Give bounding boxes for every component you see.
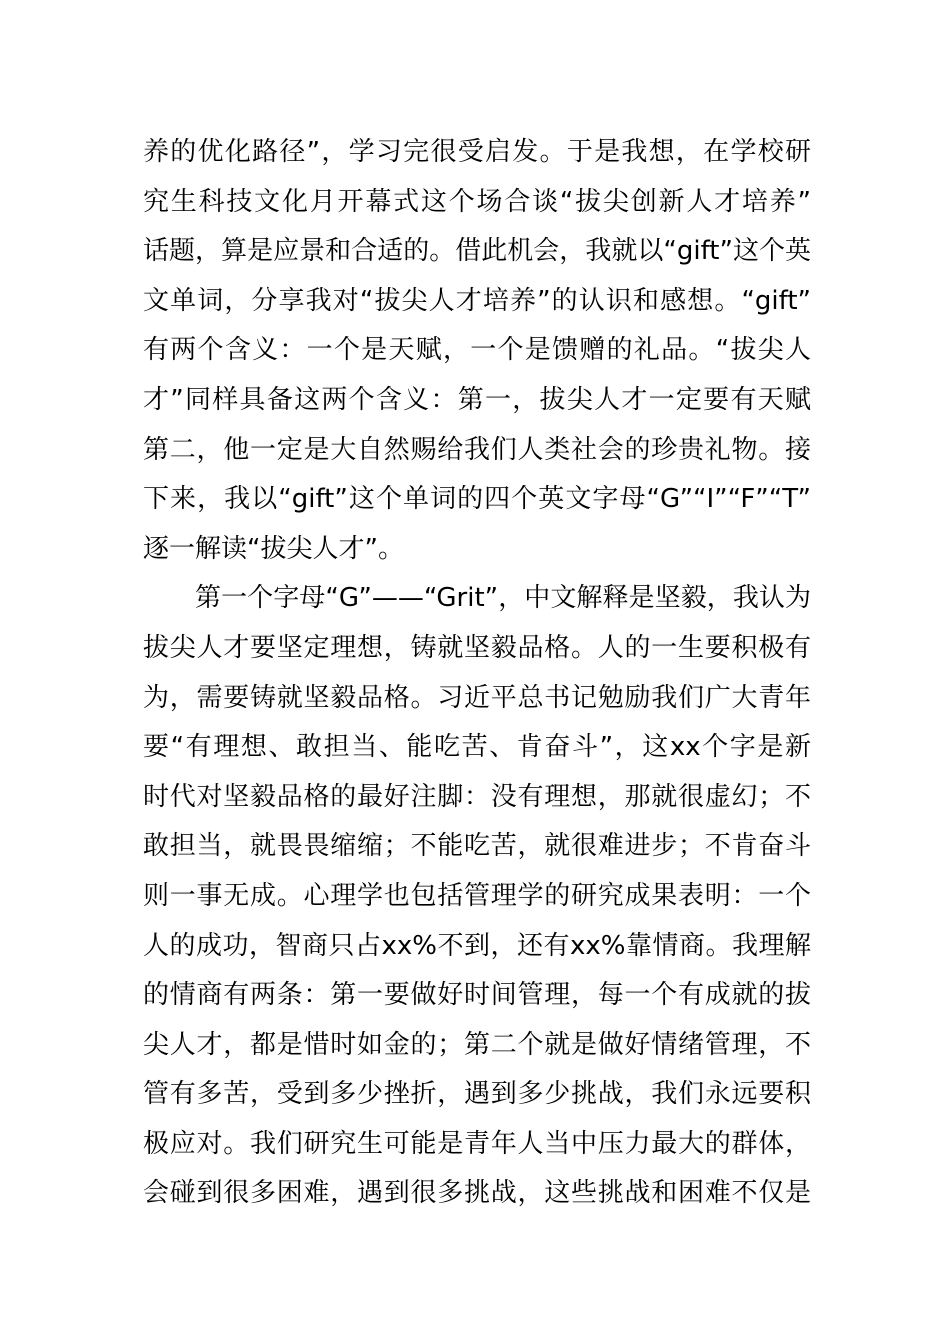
text-line: 拔尖人才要坚定理想，铸就坚毅品格。人的一生要积极有	[143, 632, 811, 663]
text-line: 才”同样具备这两个含义：第一，拔尖人才一定要有天赋	[143, 384, 811, 415]
text-line: 人的成功，智商只占xx%不到，还有xx%靠情商。我理解	[143, 930, 811, 961]
text-line: 话题，算是应景和合适的。借此机会，我就以“gift”这个英	[143, 236, 811, 267]
text-line: 会碰到很多困难，遇到很多挑战，这些挑战和困难不仅是	[143, 1178, 811, 1209]
text-line: 养的优化路径”，学习完很受启发。于是我想，在学校研	[143, 137, 811, 167]
text-line: 究生科技文化月开幕式这个场合谈“拔尖创新人才培养”	[143, 186, 811, 217]
text-line: 的情商有两条：第一要做好时间管理，每一个有成就的拔	[143, 980, 811, 1011]
text-line: 文单词，分享我对“拔尖人才培养”的认识和感想。“gift”	[143, 285, 811, 316]
text-line: 敢担当，就畏畏缩缩；不能吃苦，就很难进步；不肯奋斗	[143, 831, 811, 862]
text-line: 为，需要铸就坚毅品格。习近平总书记勉励我们广大青年	[143, 682, 811, 713]
body-text	[143, 128, 811, 1219]
text-line: 下来，我以“gift”这个单词的四个英文字母“G”“I”“F”“T”	[143, 484, 811, 515]
text-line: 有两个含义：一个是天赋，一个是馈赠的礼品。“拔尖人	[143, 335, 811, 366]
text-line: 时代对坚毅品格的最好注脚：没有理想，那就很虚幻；不	[143, 781, 811, 812]
text-line: 尖人才，都是惜时如金的；第二个就是做好情绪管理，不	[143, 1029, 811, 1060]
text-line: 则一事无成。心理学也包括管理学的研究成果表明：一个	[143, 880, 811, 911]
text-line: 管有多苦，受到多少挫折，遇到多少挑战，我们永远要积	[143, 1079, 811, 1110]
text-line: 逐一解读“拔尖人才”。	[143, 533, 404, 564]
text-line: 第二，他一定是大自然赐给我们人类社会的珍贵礼物。接	[143, 434, 811, 465]
text-line: 要“有理想、敢担当、能吃苦、肯奋斗”，这xx个字是新	[143, 732, 811, 763]
paragraph-first-line: 第一个字母“G”——“Grit”，中文解释是坚毅，我认为	[195, 583, 811, 614]
text-line: 极应对。我们研究生可能是青年人当中压力最大的群体，	[143, 1128, 811, 1159]
